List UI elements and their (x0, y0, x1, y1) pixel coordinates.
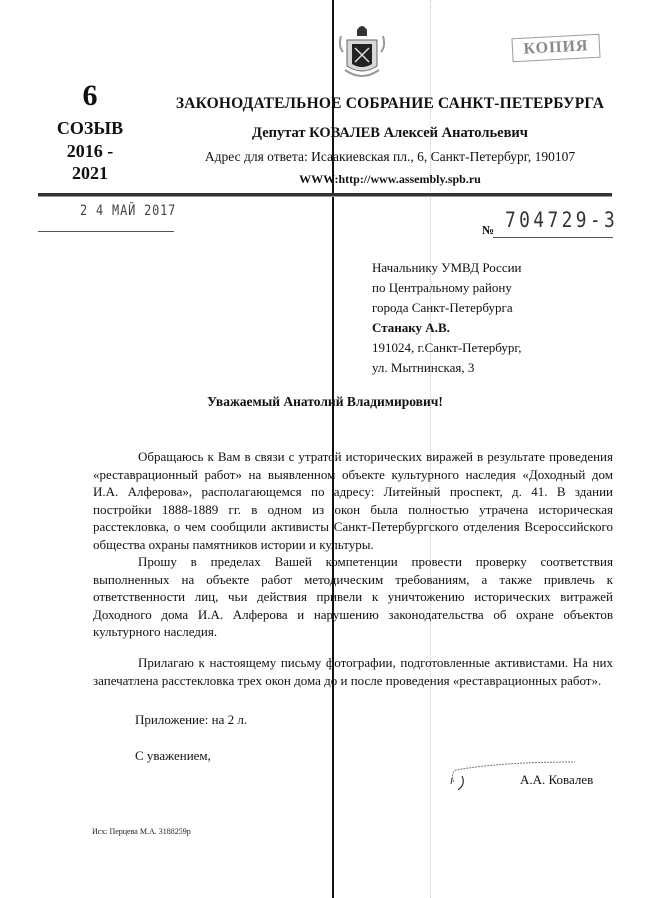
copy-stamp: КОПИЯ (511, 34, 600, 63)
signer-name: А.А. Ковалев (520, 772, 594, 787)
coat-of-arms-icon (337, 22, 387, 84)
recipient-line: по Центральному району (372, 280, 512, 295)
closing: С уважением, (135, 748, 211, 763)
body-paragraph: Прошу в пределах Вашей компетенции провести проверку соответствия выполненных на объекте работ методическим требованиям, а также привлечь к ответственности лиц, чьи действия привели к уничтожению исторических витражей Доходного дома И.А. Алферова и нарушению законодательства об охране объектов культурного наследия. (93, 554, 613, 640)
deputy-name: Депутат КОВАЛЕВ Алексей Анатольевич (252, 125, 528, 141)
number-underline (493, 237, 613, 238)
registration-number-label: № (482, 223, 495, 237)
recipient-address: 191024, г.Санкт-Петербург, (372, 340, 522, 355)
organization-title: ЗАКОНОДАТЕЛЬНОЕ СОБРАНИЕ САНКТ-ПЕТЕРБУРГА (175, 95, 605, 112)
convocation-block (40, 80, 140, 184)
header-divider (38, 193, 612, 197)
greeting: Уважаемый Анатолий Владимирович! (207, 394, 443, 409)
body-paragraph: Обращаюсь к Вам в связи с утратой исторических виражей в результате проведения «реставрационный работ» на выявленном объекте культурного наследия «Доходный дом И.А. Алферова», располагающемся по адресу: Литейный проспект, д. 41. В здании постройки 1888-1889 гг. в одном из окон была полностью утрачена историческая расстекловка, о чем сообщили активисты Санкт-Петербургского отделения Всероссийского общества охраны памятников истории и культуры. (93, 449, 613, 552)
convocation-years-start: 2016 - (66, 141, 114, 161)
recipient-name: Станаку А.В. (372, 320, 450, 335)
recipient-address: ул. Мытнинская, 3 (372, 360, 475, 375)
website-link[interactable]: WWW:http://www.assembly.spb.ru (299, 172, 481, 186)
recipient-line: Начальнику УМВД России (372, 260, 522, 275)
recipient-line: города Санкт-Петербурга (372, 300, 513, 315)
registration-date: 2 4 МАЙ 2017 (80, 203, 177, 219)
attachment-note: Приложение: на 2 л. (135, 712, 248, 727)
convocation-word: СОЗЫВ (56, 118, 124, 138)
reply-address: Адрес для ответа: Исаакиевская пл., 6, Санкт-Петербург, 190107 (204, 149, 576, 164)
recipient-block (372, 258, 522, 378)
convocation-years-end: 2021 (72, 163, 108, 183)
body-paragraph: Прилагаю к настоящему письму фотографии, подготовленные активистами. На них запечатлена расстекловка трех окон дома до и после проведения «реставрационных работ». (93, 655, 613, 688)
date-underline (38, 231, 174, 232)
executor-note: Исх: Перцева М.А. 3188259р (92, 827, 191, 836)
registration-number: 704729-3 (505, 208, 619, 232)
convocation-number: 6 (82, 79, 98, 112)
